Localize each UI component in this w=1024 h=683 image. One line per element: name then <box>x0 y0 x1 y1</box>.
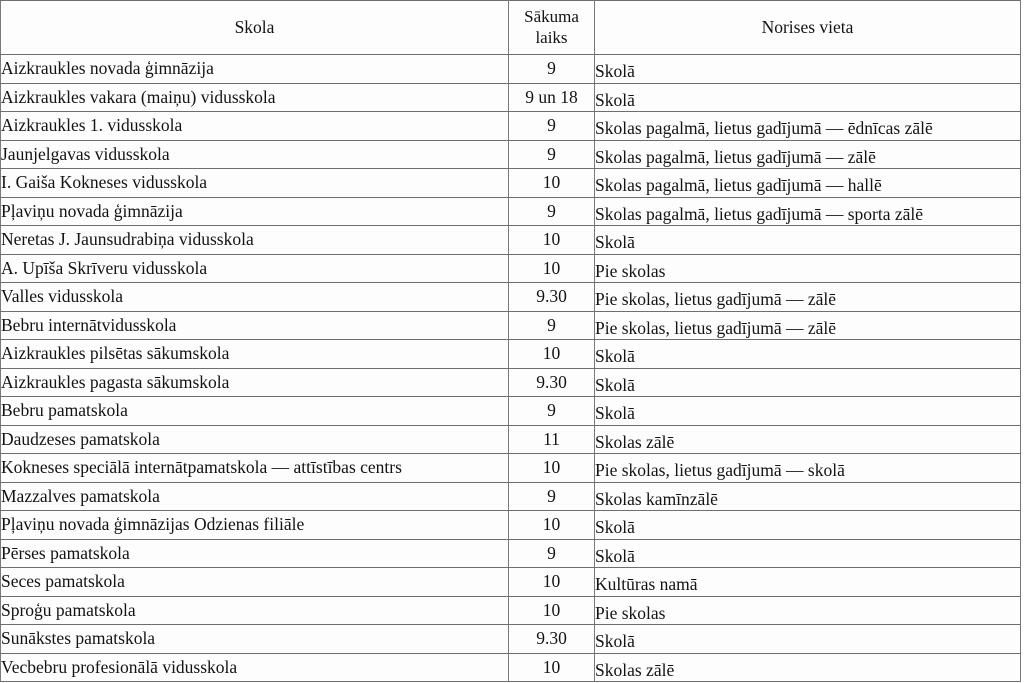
cell-start-time: 10 <box>509 169 595 198</box>
cell-venue-text: Pie skolas, lietus gadījumā — zālē <box>595 317 837 338</box>
column-header-venue: Norises vieta <box>595 1 1021 55</box>
column-header-time-line1: Sākuma <box>524 6 579 26</box>
table-row <box>1 83 1021 112</box>
cell-venue <box>595 112 1021 141</box>
cell-venue <box>595 482 1021 511</box>
table-row <box>1 254 1021 283</box>
table-row <box>1 368 1021 397</box>
cell-start-time: 10 <box>509 454 595 483</box>
header-row <box>1 1 1021 55</box>
cell-start-time: 10 <box>509 254 595 283</box>
cell-venue-text: Skolas pagalmā, lietus gadījumā — sporta zālē <box>595 203 924 224</box>
cell-school: Pļaviņu novada ģimnāzijas Odzienas filiāle <box>1 511 509 540</box>
table-row <box>1 283 1021 312</box>
cell-school: Aizkraukles vakara (maiņu) vidusskola <box>1 83 509 112</box>
cell-venue-text: Skolā <box>595 89 635 110</box>
cell-venue-text: Kultūras namā <box>595 574 698 595</box>
cell-start-time: 9.30 <box>509 283 595 312</box>
cell-start-time: 9.30 <box>509 368 595 397</box>
table-row <box>1 112 1021 141</box>
cell-venue-text: Pie skolas, lietus gadījumā — zālē <box>595 289 837 310</box>
table-row <box>1 482 1021 511</box>
cell-school: I. Gaiša Kokneses vidusskola <box>1 169 509 198</box>
cell-venue-text: Pie skolas, lietus gadījumā — skolā <box>595 460 845 481</box>
cell-venue-text: Skolā <box>595 346 635 367</box>
cell-venue <box>595 511 1021 540</box>
table-row <box>1 140 1021 169</box>
table-row <box>1 226 1021 255</box>
cell-venue <box>595 596 1021 625</box>
cell-venue <box>595 340 1021 369</box>
cell-venue <box>595 83 1021 112</box>
cell-school: Valles vidusskola <box>1 283 509 312</box>
table-row <box>1 169 1021 198</box>
cell-school: Vecbebru profesionālā vidusskola <box>1 653 509 682</box>
table-row <box>1 425 1021 454</box>
cell-school: Bebru internātvidusskola <box>1 311 509 340</box>
cell-start-time: 9 <box>509 197 595 226</box>
cell-venue-text: Skolas pagalmā, lietus gadījumā — zālē <box>595 146 876 167</box>
cell-venue-text: Skolā <box>595 403 635 424</box>
cell-venue <box>595 653 1021 682</box>
cell-start-time: 9.30 <box>509 625 595 654</box>
cell-start-time: 10 <box>509 568 595 597</box>
table-row <box>1 653 1021 682</box>
cell-school: Jaunjelgavas vidusskola <box>1 140 509 169</box>
cell-venue <box>595 283 1021 312</box>
cell-venue-text: Skolā <box>595 61 635 82</box>
table-row <box>1 340 1021 369</box>
table-row <box>1 197 1021 226</box>
table-body <box>1 55 1021 682</box>
cell-venue-text: Skolā <box>595 374 635 395</box>
table-row <box>1 55 1021 84</box>
table-row <box>1 397 1021 426</box>
table-row <box>1 454 1021 483</box>
cell-school: Aizkraukles 1. vidusskola <box>1 112 509 141</box>
cell-start-time: 9 <box>509 397 595 426</box>
cell-venue-text: Skolas pagalmā, lietus gadījumā — hallē <box>595 175 882 196</box>
cell-school: Bebru pamatskola <box>1 397 509 426</box>
cell-venue-text: Skolas zālē <box>595 431 675 452</box>
cell-venue <box>595 55 1021 84</box>
table-row <box>1 539 1021 568</box>
cell-venue <box>595 625 1021 654</box>
cell-venue <box>595 568 1021 597</box>
table-row <box>1 625 1021 654</box>
cell-school: Sproģu pamatskola <box>1 596 509 625</box>
cell-start-time: 10 <box>509 226 595 255</box>
cell-start-time: 9 <box>509 112 595 141</box>
column-header-school: Skola <box>1 1 509 55</box>
cell-school: Pērses pamatskola <box>1 539 509 568</box>
column-header-time <box>509 1 595 55</box>
cell-venue-text: Pie skolas <box>595 260 666 281</box>
cell-start-time: 10 <box>509 653 595 682</box>
cell-venue <box>595 254 1021 283</box>
cell-venue-text: Skolas kamīnzālē <box>595 488 718 509</box>
cell-start-time: 9 <box>509 140 595 169</box>
cell-venue <box>595 311 1021 340</box>
cell-venue <box>595 197 1021 226</box>
table-row <box>1 311 1021 340</box>
cell-venue-text: Skolā <box>595 232 635 253</box>
cell-venue <box>595 140 1021 169</box>
cell-venue-text: Skolas pagalmā, lietus gadījumā — ēdnīcas zālē <box>595 118 933 139</box>
cell-start-time: 10 <box>509 340 595 369</box>
cell-school: Neretas J. Jaunsudrabiņa vidusskola <box>1 226 509 255</box>
cell-school: Aizkraukles novada ģimnāzija <box>1 55 509 84</box>
table-header <box>1 1 1021 55</box>
cell-start-time: 11 <box>509 425 595 454</box>
table-row <box>1 596 1021 625</box>
cell-venue <box>595 454 1021 483</box>
cell-start-time: 9 <box>509 55 595 84</box>
cell-venue <box>595 169 1021 198</box>
cell-venue <box>595 397 1021 426</box>
cell-venue <box>595 226 1021 255</box>
cell-start-time: 9 <box>509 311 595 340</box>
cell-venue-text: Skolā <box>595 517 635 538</box>
cell-venue-text: Skolā <box>595 545 635 566</box>
cell-school: Kokneses speciālā internātpamatskola — attīstības centrs <box>1 454 509 483</box>
cell-school: Daudzeses pamatskola <box>1 425 509 454</box>
cell-venue <box>595 368 1021 397</box>
cell-venue <box>595 425 1021 454</box>
cell-start-time: 9 <box>509 482 595 511</box>
cell-venue-text: Skolas zālē <box>595 659 675 680</box>
cell-school: Seces pamatskola <box>1 568 509 597</box>
cell-start-time: 10 <box>509 596 595 625</box>
cell-school: Pļaviņu novada ģimnāzija <box>1 197 509 226</box>
cell-school: A. Upīša Skrīveru vidusskola <box>1 254 509 283</box>
cell-venue <box>595 539 1021 568</box>
cell-start-time: 9 <box>509 539 595 568</box>
table-row <box>1 511 1021 540</box>
cell-start-time: 9 un 18 <box>509 83 595 112</box>
cell-school: Aizkraukles pagasta sākumskola <box>1 368 509 397</box>
cell-school: Aizkraukles pilsētas sākumskola <box>1 340 509 369</box>
cell-school: Sunākstes pamatskola <box>1 625 509 654</box>
column-header-time-line2: laiks <box>535 27 568 47</box>
cell-venue-text: Skolā <box>595 631 635 652</box>
table-row <box>1 568 1021 597</box>
cell-school: Mazzalves pamatskola <box>1 482 509 511</box>
cell-venue-text: Pie skolas <box>595 602 666 623</box>
cell-start-time: 10 <box>509 511 595 540</box>
